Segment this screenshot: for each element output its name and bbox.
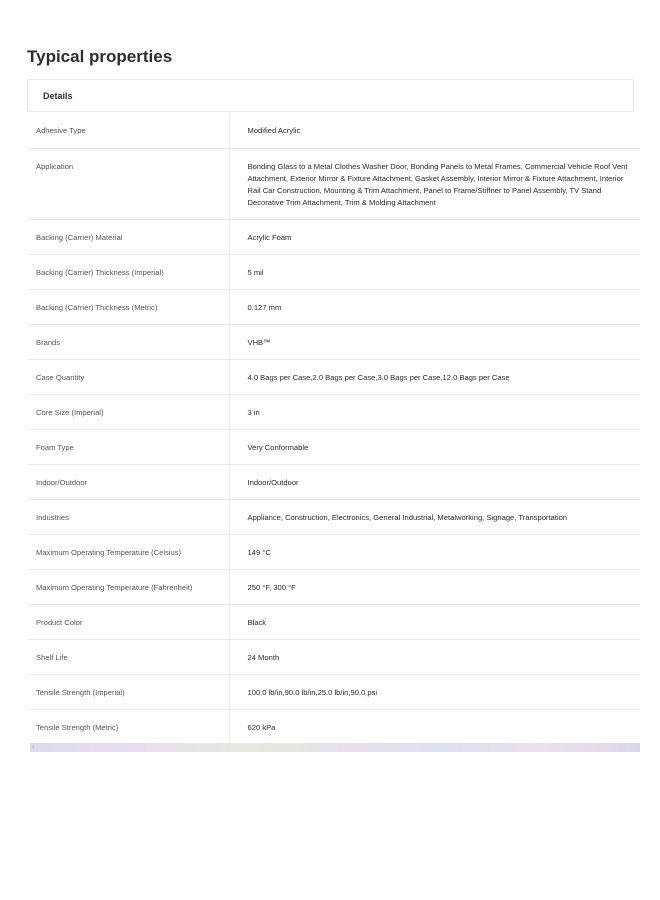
property-name: Tensile Strength (Metric) <box>27 709 229 744</box>
details-label: Details <box>43 91 73 101</box>
page-title: Typical properties <box>27 47 173 66</box>
table-row <box>27 709 640 744</box>
table-row <box>27 219 640 254</box>
property-name: Adhesive Type <box>27 113 229 148</box>
property-value: 250 °F, 300 °F <box>229 569 640 604</box>
property-value: 24 Month <box>229 639 640 674</box>
table-row <box>27 254 640 289</box>
property-name: Maximum Operating Temperature (Celsius) <box>27 534 229 569</box>
property-value: 100.0 lb/in,90.0 lb/in,25.0 lb/in,90.0 psi <box>229 674 640 709</box>
scroll-left-icon[interactable]: ‹ <box>32 744 35 751</box>
property-value: 4.0 Bags per Case,2.0 Bags per Case,3.0 Bags per Case,12.0 Bags per Case <box>229 359 640 394</box>
property-name: Case Quantity <box>27 359 229 394</box>
table-row <box>27 289 640 324</box>
horizontal-scrollbar[interactable] <box>30 743 640 752</box>
property-name: Core Size (Imperial) <box>27 394 229 429</box>
property-value: 0.127 mm <box>229 289 640 324</box>
details-section-header[interactable] <box>27 79 634 112</box>
table-row <box>27 569 640 604</box>
property-value: Appliance, Construction, Electronics, General Industrial, Metalworking, Signage, Transportation <box>229 499 640 534</box>
property-value: 620 kPa <box>247 722 276 732</box>
property-name: Industries <box>27 499 229 534</box>
property-value: Very Conformable <box>229 429 640 464</box>
table-row <box>27 464 640 499</box>
property-name: Foam Type <box>27 429 229 464</box>
property-value: Indoor/Outdoor <box>229 464 640 499</box>
properties-table <box>27 113 640 744</box>
property-value: VHB™ <box>229 324 640 359</box>
table-row <box>27 148 640 219</box>
property-value: 5 mil <box>229 254 640 289</box>
property-name: Brands <box>27 324 229 359</box>
property-value: 149 °C <box>229 534 640 569</box>
table-row <box>27 359 640 394</box>
table-row <box>27 113 640 148</box>
property-value: Acrylic Foam <box>229 219 640 254</box>
table-row <box>27 674 640 709</box>
table-row <box>27 324 640 359</box>
table-row <box>27 604 640 639</box>
property-value: Black <box>229 604 640 639</box>
property-name: Backing (Carrier) Thickness (Imperial) <box>27 254 229 289</box>
property-name: Backing (Carrier) Thickness (Metric) <box>27 289 229 324</box>
property-value: Modified Acrylic <box>229 113 640 148</box>
property-name: Backing (Carrier) Material <box>27 219 229 254</box>
table-row <box>27 499 640 534</box>
table-row <box>27 394 640 429</box>
property-name: Maximum Operating Temperature (Fahrenheit) <box>27 569 229 604</box>
property-value: Bonding Glass to a Metal Clothes Washer Door, Bonding Panels to Metal Frames, Commercial Vehicle Roof Vent Attachment, Exterior Mirror & Fixture Attachment, Gasket Assembly, Interior Mirror & Fixture Attachment, Interior Rail Car Construction, Mounting & Trim Attachment, Panel to Frame/Stiffner to Panel Assembly, TV Stand Decorative Trim Attachment, Trim & Molding Attachment <box>229 148 640 219</box>
property-name: Application <box>27 148 229 219</box>
table-row <box>27 639 640 674</box>
table-row <box>27 429 640 464</box>
property-name: Tensile Strength (Imperial) <box>27 674 229 709</box>
property-name: Shelf Life <box>27 639 229 674</box>
table-row <box>27 534 640 569</box>
property-name: Product Color <box>27 604 229 639</box>
property-name: Indoor/Outdoor <box>27 464 229 499</box>
property-value: 3 in <box>229 394 640 429</box>
